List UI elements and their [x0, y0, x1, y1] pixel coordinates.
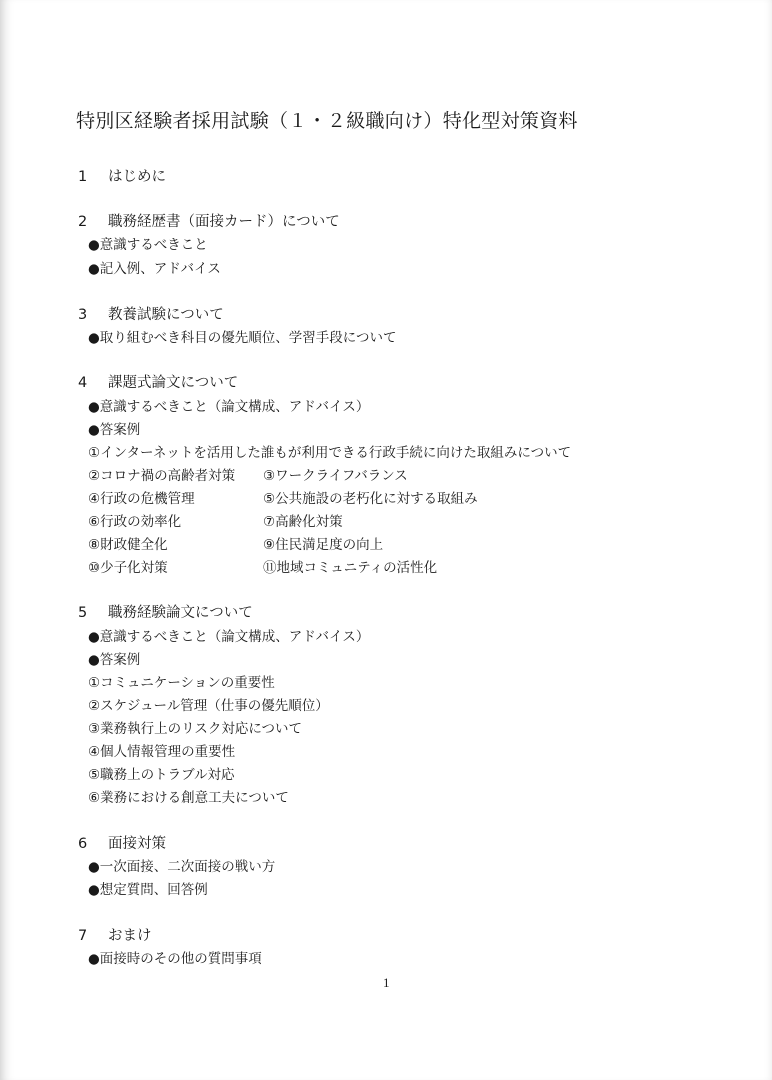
section-3-heading — [78, 306, 224, 324]
section-title: 職務経歴書（面接カード）について — [108, 214, 340, 230]
list-item: ●意識するべきこと（論文構成、アドバイス） — [88, 629, 370, 645]
section-number: 6 — [78, 836, 88, 852]
section-number: 5 — [78, 605, 88, 621]
list-item: ●取り組むべき科目の優先順位、学習手段について — [88, 330, 397, 346]
list-item: ●面接時のその他の質問事項 — [88, 951, 262, 967]
section-6-heading — [78, 835, 166, 853]
section-number: 3 — [78, 307, 88, 323]
section-title: 教養試験について — [108, 307, 224, 323]
section-title: 面接対策 — [108, 836, 166, 852]
section-number: 7 — [78, 928, 88, 944]
section-5-heading — [78, 604, 253, 622]
example-item: ⑤公共施設の老朽化に対する取組み — [263, 491, 478, 507]
page-number: 1 — [383, 975, 390, 990]
list-item: ●記入例、アドバイス — [88, 261, 221, 277]
list-item: ●答案例 — [88, 652, 141, 668]
example-item: ⑤職務上のトラブル対応 — [88, 767, 235, 783]
section-title: 職務経験論文について — [108, 605, 253, 621]
section-number: 1 — [78, 169, 88, 185]
section-title: おまけ — [108, 928, 152, 944]
list-item: ●一次面接、二次面接の戦い方 — [88, 859, 276, 875]
list-item: ●意識するべきこと — [88, 237, 208, 253]
example-item: ④個人情報管理の重要性 — [88, 744, 236, 760]
example-item: ②コロナ禍の高齢者対策 — [88, 468, 236, 484]
section-number: 2 — [78, 214, 88, 230]
section-title: はじめに — [108, 169, 166, 185]
example-item: ⑥行政の効率化 — [88, 514, 182, 530]
section-title: 課題式論文について — [108, 375, 239, 391]
example-item: ⑦高齢化対策 — [263, 514, 343, 530]
example-item: ①コミュニケーションの重要性 — [88, 675, 275, 691]
example-item: ④行政の危機管理 — [88, 491, 195, 507]
example-item: ⑪地域コミュニティの活性化 — [263, 560, 438, 576]
example-item: ⑩少子化対策 — [88, 560, 168, 576]
list-item: ●想定質問、回答例 — [88, 882, 208, 898]
example-item: ②スケジュール管理（仕事の優先順位） — [88, 698, 329, 714]
example-item: ③業務執行上のリスク対応について — [88, 721, 303, 737]
document-title: 特別区経験者採用試験（１・２級職向け）特化型対策資料 — [76, 110, 578, 132]
section-7-heading — [78, 927, 152, 945]
example-item: ⑧財政健全化 — [88, 537, 168, 553]
list-item: ●答案例 — [88, 422, 141, 438]
section-2-heading — [78, 213, 340, 231]
example-item: ③ワークライフバランス — [263, 468, 408, 484]
section-1-heading — [78, 168, 166, 186]
example-item: ⑥業務における創意工夫について — [88, 790, 289, 806]
section-number: 4 — [78, 375, 88, 391]
section-4-heading — [78, 374, 238, 392]
example-item: ①インターネットを活用した誰もが利用できる行政手続に向けた取組みについて — [88, 445, 572, 461]
example-item: ⑨住民満足度の向上 — [263, 537, 384, 553]
list-item: ●意識するべきこと（論文構成、アドバイス） — [88, 399, 370, 415]
